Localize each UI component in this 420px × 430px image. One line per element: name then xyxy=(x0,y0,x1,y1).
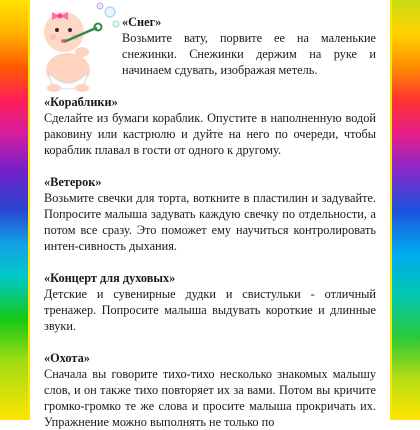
section-text: Возьмите свечки для торта, воткните в пластилин и задувайте. Попросите малыша задувать каждую свечку по отдельности, а потом все сразу. Это поможет ему научиться контролировать интен-сивность дыхания. xyxy=(44,191,376,253)
rainbow-border-left xyxy=(0,0,28,420)
section-title: «Охота» xyxy=(44,351,90,365)
section-ohota xyxy=(44,350,376,430)
section-text: Сначала вы говорите тихо-тихо несколько знакомых малышу слов, и он также тихо повторяет их за вами. Потом вы кричите громко-громко те же слова и просите малыша прокричать их. Упражнение можно выполнять не только по xyxy=(44,367,376,429)
section-title: «Ветерок» xyxy=(44,175,102,189)
section-text: Детские и сувенирные дудки и свистульки - отличный тренажер. Попросите малыша выдувать короткие и длинные звуки. xyxy=(44,287,376,333)
section-title: «Концерт для духовых» xyxy=(44,271,176,285)
article-content xyxy=(44,0,376,430)
section-sneg xyxy=(44,0,376,78)
section-korabliki xyxy=(44,94,376,158)
rainbow-border-right xyxy=(392,0,420,420)
section-title: «Снег» xyxy=(122,15,162,29)
section-koncert xyxy=(44,270,376,334)
section-veterok xyxy=(44,174,376,254)
section-text: Сделайте из бумаги кораблик. Опустите в наполненную водой раковину или кастрюлю и дуйте на него по очереди, чтобы кораблик плавал в гости от одного к другому. xyxy=(44,111,376,157)
section-text: Возьмите вату, порвите ее на маленькие снежинки. Снежинки держим на руке и начинаем сдувать, изображая метель. xyxy=(122,31,376,77)
section-title: «Кораблики» xyxy=(44,95,118,109)
